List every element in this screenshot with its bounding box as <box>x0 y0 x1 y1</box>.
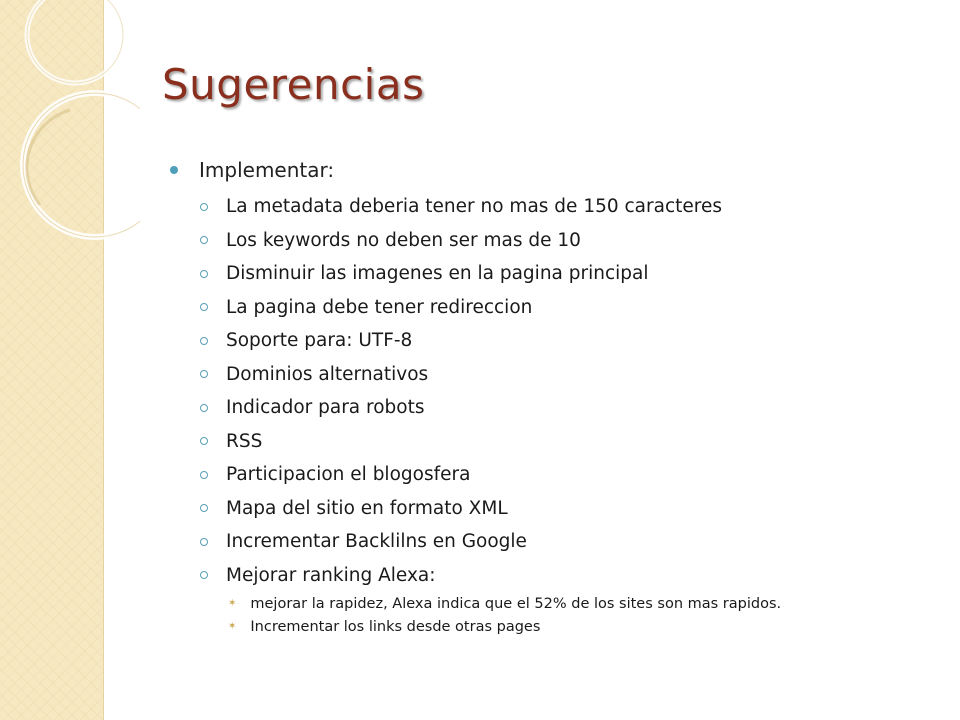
third-level-list <box>170 592 940 638</box>
ring-bullet-icon <box>200 504 208 512</box>
list-item <box>200 224 940 258</box>
list-item-text: RSS <box>226 430 263 452</box>
list-item-text: Los keywords no deben ser mas de 10 <box>226 229 581 251</box>
bullet-implementar <box>170 150 940 190</box>
list-item <box>200 559 940 593</box>
small-star-bullet-icon: ✶ <box>228 597 237 609</box>
list-item <box>200 525 940 559</box>
list-item <box>200 358 940 392</box>
list-item-text: Mapa del sitio en formato XML <box>226 497 508 519</box>
list-item-text: Disminuir las imagenes en la pagina principal <box>226 263 649 285</box>
ring-bullet-icon <box>200 303 208 311</box>
list-item-text: La pagina debe tener redireccion <box>226 296 533 318</box>
list-item-text: Mejorar ranking Alexa: <box>226 564 436 586</box>
ring-bullet-icon <box>200 437 208 445</box>
ring-bullet-icon <box>200 203 208 211</box>
ring-bullet-icon <box>200 571 208 579</box>
list-item <box>200 291 940 325</box>
list-item-text: Indicador para robots <box>226 397 425 419</box>
ring-bullet-icon <box>200 538 208 546</box>
list-item <box>200 257 940 291</box>
list-item <box>200 324 940 358</box>
bullet-label: Implementar: <box>199 158 335 182</box>
bullet-dot-icon <box>170 166 178 174</box>
list-item <box>200 458 940 492</box>
ring-bullet-icon <box>200 337 208 345</box>
list-item <box>200 190 940 224</box>
ring-bullet-icon <box>200 236 208 244</box>
sub-bullet-list <box>170 190 940 592</box>
ring-bullet-icon <box>200 370 208 378</box>
list-item-text: mejorar la rapidez, Alexa indica que el 52% de los sites son mas rapidos. <box>250 595 782 612</box>
small-star-bullet-icon: ✶ <box>228 620 237 632</box>
ring-bullet-icon <box>200 471 208 479</box>
list-item <box>228 615 940 638</box>
list-item-text: Incrementar los links desde otras pages <box>250 618 541 635</box>
list-item <box>200 492 940 526</box>
list-item-text: Incrementar Backlilns en Google <box>226 531 527 553</box>
list-item <box>200 391 940 425</box>
list-item-text: Dominios alternativos <box>226 363 429 385</box>
list-item <box>228 592 940 615</box>
list-item-text: La metadata deberia tener no mas de 150 caracteres <box>226 196 722 218</box>
list-item-text: Participacion el blogosfera <box>226 464 471 486</box>
decorative-rings-icon <box>0 0 140 260</box>
slide-content <box>170 150 940 638</box>
ring-bullet-icon <box>200 270 208 278</box>
ring-bullet-icon <box>200 404 208 412</box>
list-item-text: Soporte para: UTF-8 <box>226 330 413 352</box>
slide-title: Sugerencias <box>162 60 425 109</box>
list-item <box>200 425 940 459</box>
